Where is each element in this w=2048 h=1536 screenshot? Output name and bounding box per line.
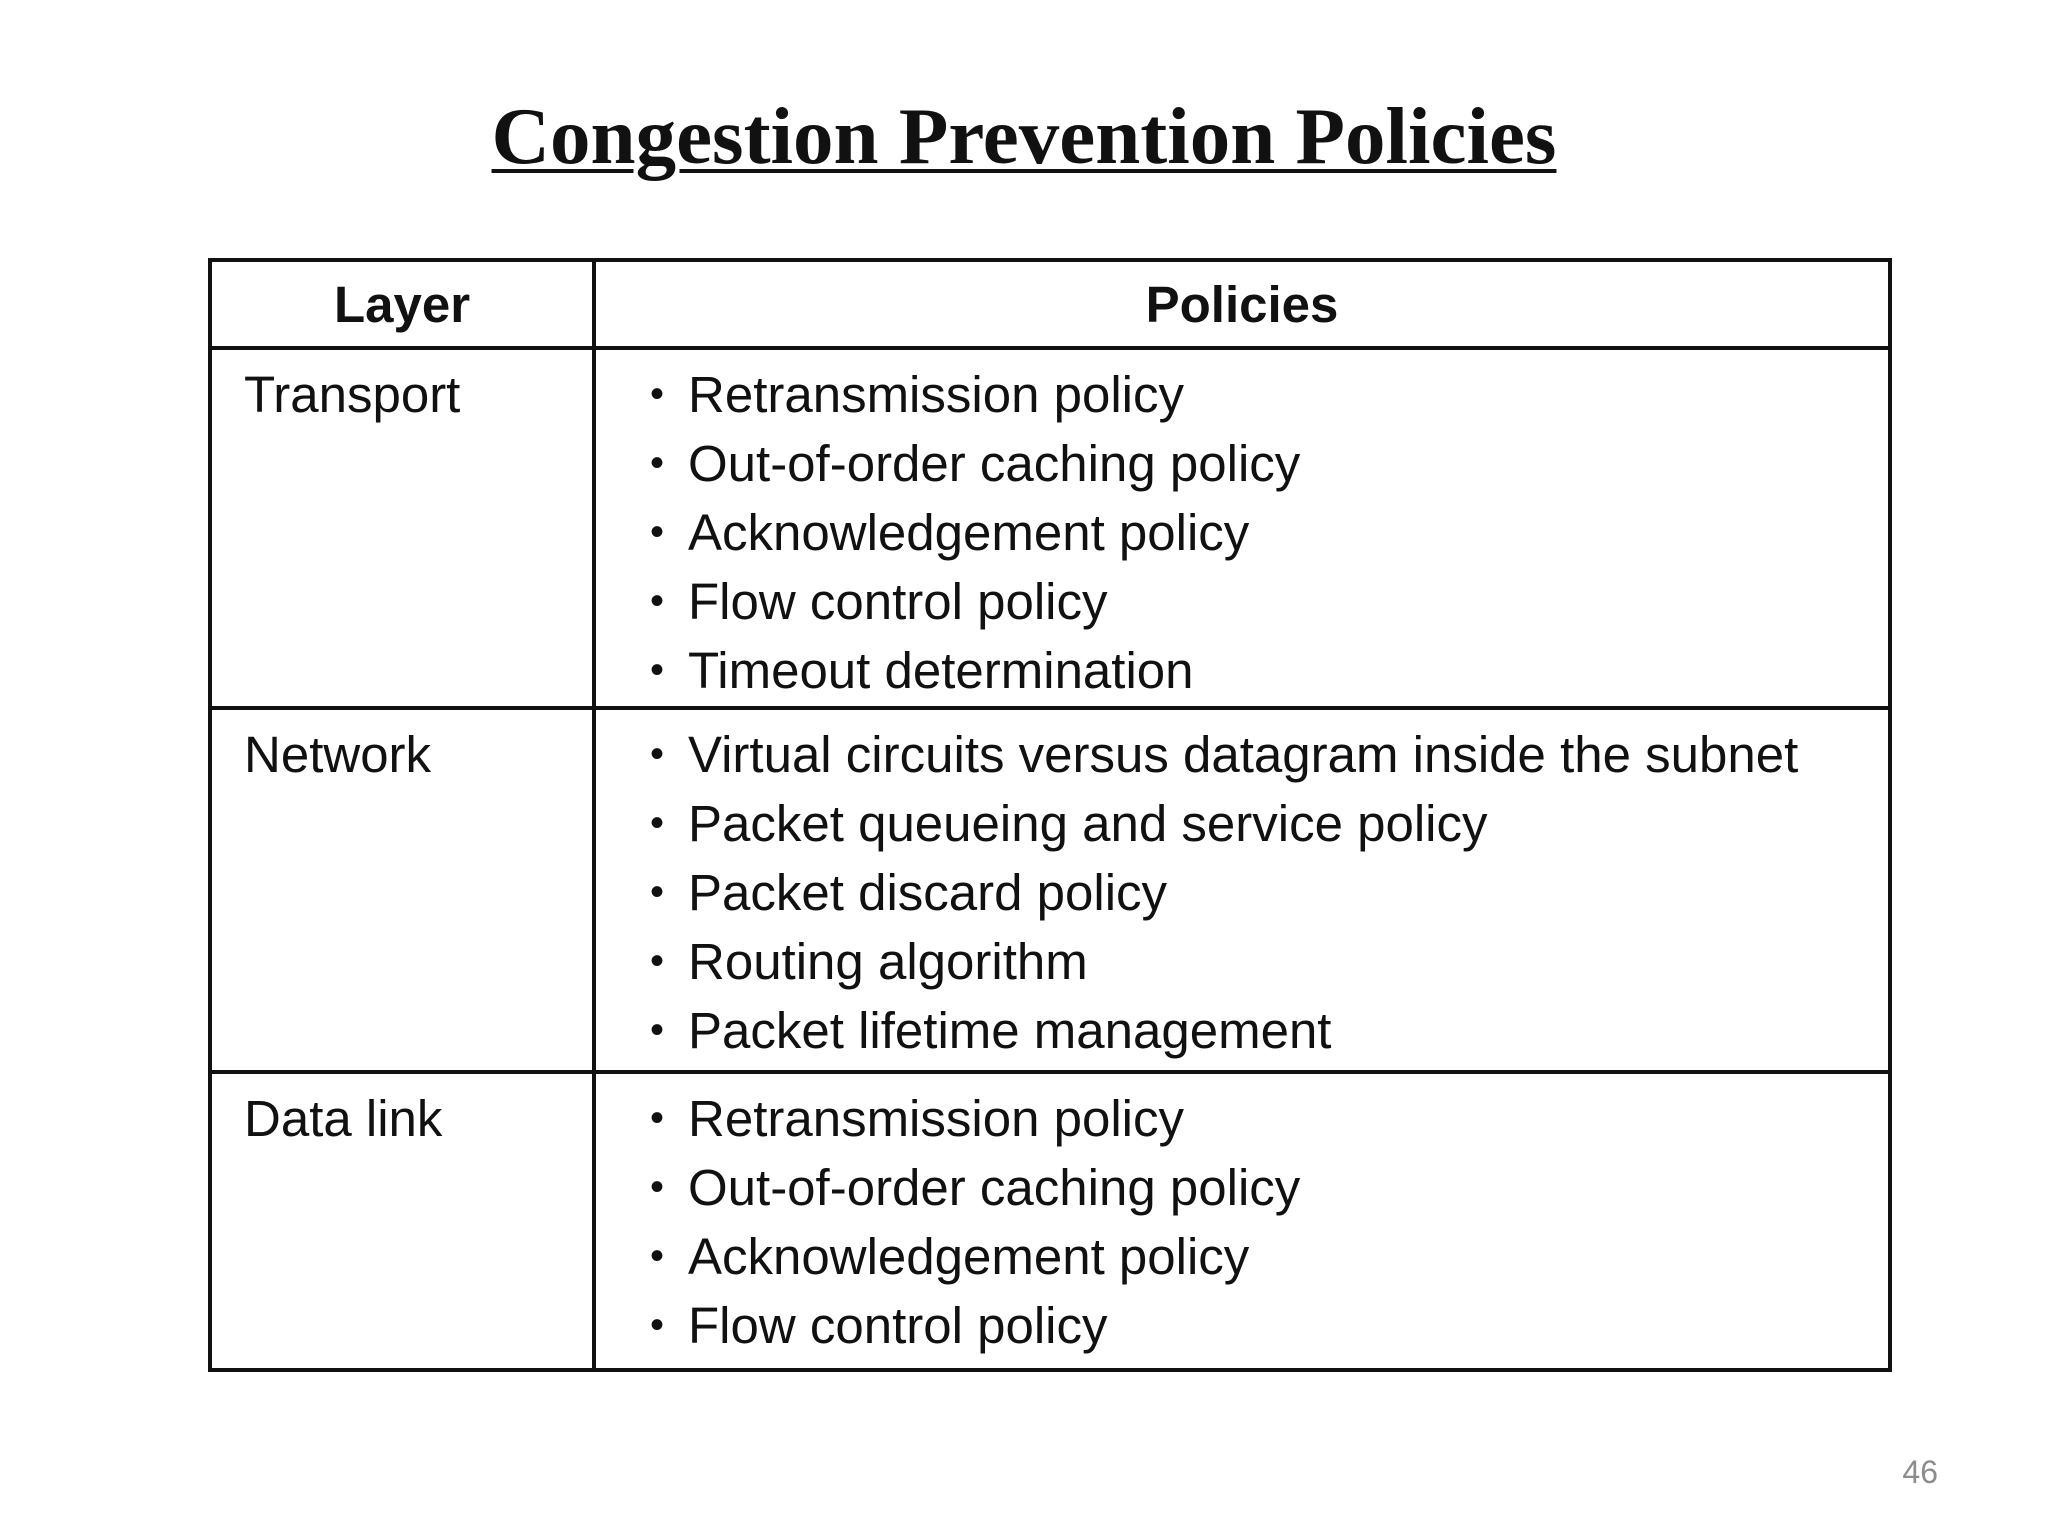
policy-text: Virtual circuits versus datagram inside the subnet — [688, 726, 1799, 783]
policy-text: Routing algorithm — [688, 933, 1088, 990]
policy-item — [650, 1222, 1888, 1291]
policy-list-data-link — [596, 1084, 1888, 1360]
layer-cell-transport: Transport — [210, 348, 594, 708]
policy-text: Flow control policy — [688, 573, 1108, 630]
policy-text: Packet discard policy — [688, 864, 1168, 921]
policies-cell-network — [594, 708, 1890, 1072]
table-row-data-link — [210, 1072, 1890, 1370]
policy-text: Acknowledgement policy — [688, 1228, 1250, 1285]
bullet-icon: • — [650, 1234, 665, 1278]
policy-text: Packet queueing and service policy — [688, 795, 1488, 852]
bullet-icon: • — [650, 801, 665, 845]
policy-text: Out-of-order caching policy — [688, 1159, 1301, 1216]
policy-text: Flow control policy — [688, 1297, 1108, 1354]
slide-title — [0, 88, 2048, 184]
table-header-row — [210, 260, 1890, 348]
page-number: 46 — [1902, 1454, 1938, 1490]
policy-table — [208, 258, 1892, 1372]
layer-cell-data-link: Data link — [210, 1072, 594, 1370]
layer-cell-network: Network — [210, 708, 594, 1072]
bullet-icon: • — [650, 732, 665, 776]
policies-cell-transport — [594, 348, 1890, 708]
bullet-icon: • — [650, 1303, 665, 1347]
policy-item — [650, 1291, 1888, 1360]
policy-text: Timeout determination — [688, 642, 1194, 699]
policy-text: Retransmission policy — [688, 1090, 1185, 1147]
policy-item — [650, 567, 1888, 636]
table-row-network — [210, 708, 1890, 1072]
bullet-icon: • — [650, 510, 665, 554]
policies-cell-data-link — [594, 1072, 1890, 1370]
policy-item — [650, 996, 1888, 1065]
bullet-icon: • — [650, 648, 665, 692]
policy-text: Acknowledgement policy — [688, 504, 1250, 561]
bullet-icon: • — [650, 1165, 665, 1209]
policy-item — [650, 498, 1888, 567]
policy-text: Packet lifetime management — [688, 1002, 1332, 1059]
bullet-icon: • — [650, 1096, 665, 1140]
bullet-icon: • — [650, 1008, 665, 1052]
bullet-icon: • — [650, 939, 665, 983]
policy-text: Out-of-order caching policy — [688, 435, 1301, 492]
policy-item — [650, 858, 1888, 927]
policy-item — [650, 429, 1888, 498]
policy-item — [650, 636, 1888, 705]
policies-column-header: Policies — [594, 260, 1890, 348]
policy-item — [650, 720, 1888, 789]
bullet-icon: • — [650, 870, 665, 914]
table-row-transport — [210, 348, 1890, 708]
policy-item — [650, 927, 1888, 996]
policy-item — [650, 1084, 1888, 1153]
bullet-icon: • — [650, 372, 665, 416]
layer-column-header: Layer — [210, 260, 594, 348]
bullet-icon: • — [650, 579, 665, 623]
policy-item — [650, 789, 1888, 858]
bullet-icon: • — [650, 441, 665, 485]
policy-list-network — [596, 720, 1888, 1065]
policy-item — [650, 360, 1888, 429]
policy-text: Retransmission policy — [688, 366, 1185, 423]
policy-item — [650, 1153, 1888, 1222]
policy-list-transport — [596, 360, 1888, 705]
slide-title-text: Congestion Prevention Policies — [491, 91, 1557, 181]
